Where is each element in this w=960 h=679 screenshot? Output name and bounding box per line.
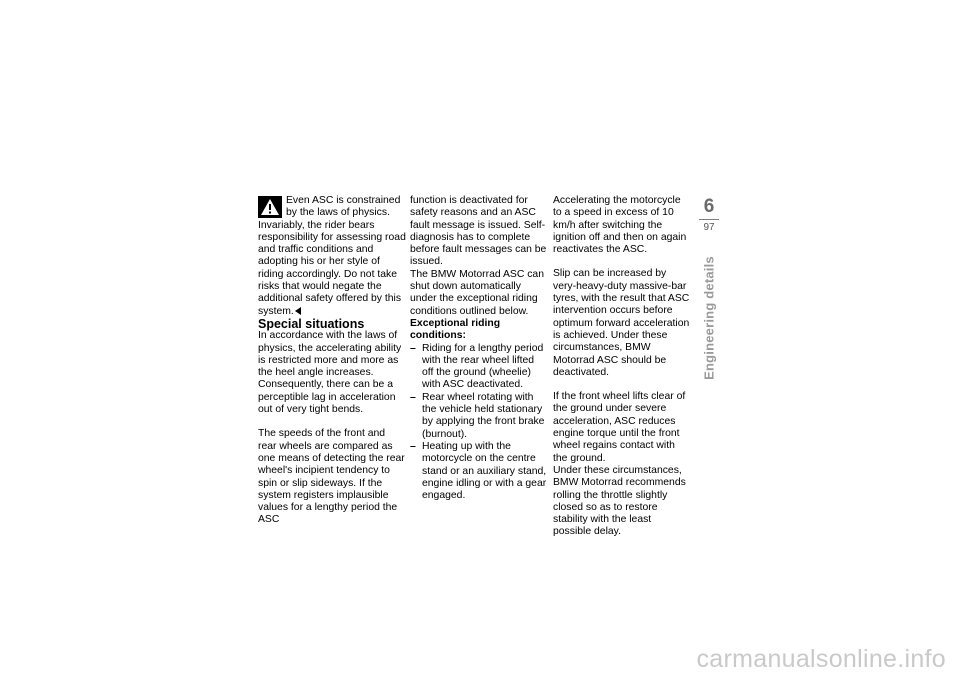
paragraph: Under these circumstances, BMW Motorrad recommends rolling the throttle slightly closed so as to restore stability with the least possible delay. (553, 464, 686, 538)
list-item: – Rear wheel rotating with the vehicle held stationary by applying the front brake (burnout). (410, 392, 547, 441)
paragraph: If the front wheel lifts clear of the ground under severe acceleration, ASC reduces engine torque until the front wheel regains contact with the ground. (553, 391, 686, 464)
section-heading: Special situations (258, 316, 365, 331)
subheading: Exceptional riding conditions: (410, 317, 501, 342)
chapter-marker (698, 196, 720, 240)
paragraph: The BMW Motorrad ASC can shut down automatically under the exceptional riding conditions outlined below. (410, 268, 544, 317)
paragraph: In accordance with the laws of physics, the accelerating ability is restricted more and more as the heel angle increases. Consequently, there can be a perceptible lag in acceleration out of very tight bends. (258, 330, 402, 416)
page-number: 97 (703, 222, 715, 233)
warning-triangle-icon (258, 196, 282, 218)
text-column-3 (553, 195, 691, 539)
list-item: – Riding for a lengthy period with the rear wheel lifted off the ground (wheelie) with ASC deactivated. (410, 343, 547, 392)
end-of-warning-icon (295, 307, 301, 315)
chapter-divider (699, 219, 719, 220)
paragraph: Accelerating the motorcycle to a speed in excess of 10 km/h after switching the ignition off and then on again reactivates the ASC. (553, 195, 687, 256)
text-column-2 (410, 195, 547, 502)
paragraph: function is deactivated for safety reasons and an ASC fault message is issued. Self-diagnosis has to complete before fault messages can be issued. (410, 195, 547, 268)
paragraph: The speeds of the front and rear wheels are compared as one means of detecting the rear wheel's incipient tendency to spin or slip sideways. If the system registers implausible values for a lengthy period the ASC (258, 428, 405, 526)
chapter-number: 6 (703, 196, 715, 217)
watermark: carmanualsonline.info (696, 645, 946, 673)
warning-text: Even ASC is constrained by the laws of physics. Invariably, the rider bears responsibility for assessing road and traffic conditions and adopting his or her style of riding accordingly. Do not take risks that would negate the additional safety offered by this system. (258, 195, 406, 317)
text-column-1 (258, 195, 406, 527)
conditions-list (410, 343, 547, 503)
list-item: – Heating up with the motorcycle on the centre stand or an auxiliary stand, engine idling or with a gear engaged. (410, 441, 547, 502)
paragraph: Slip can be increased by very-heavy-duty massive-bar tyres, with the result that ASC intervention occurs before optimum forward acceleration is achieved. Under these circumstances, BMW Motorrad ASC should be deactivated. (553, 268, 690, 378)
section-title: Engineering details (701, 256, 717, 380)
warning-block (258, 195, 406, 318)
